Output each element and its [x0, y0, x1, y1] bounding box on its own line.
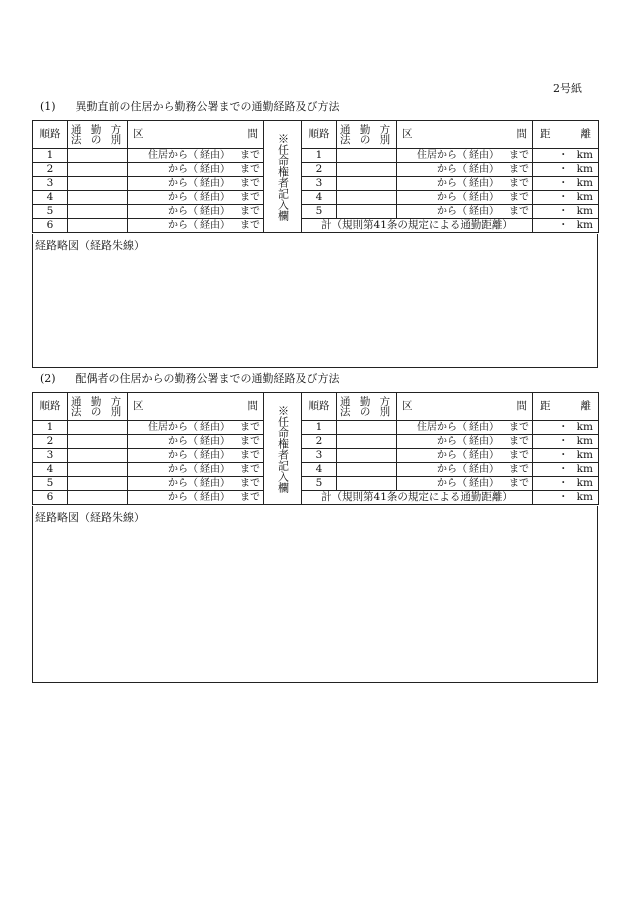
left-segment — [131, 205, 260, 218]
table-row — [33, 149, 599, 163]
via-label: 経由） — [200, 192, 230, 203]
order-header: 順路 — [33, 393, 68, 421]
left-method-cell[interactable] — [68, 463, 128, 477]
from-label: から（ — [168, 478, 198, 489]
table-row — [33, 435, 599, 449]
from-label: から（ — [168, 436, 198, 447]
form-id: 2号紙 — [553, 82, 582, 95]
route-table — [32, 392, 599, 505]
method-header — [68, 393, 128, 421]
distance-header — [533, 121, 599, 149]
section-header-right: 間 — [516, 128, 527, 140]
section-header — [397, 121, 533, 149]
until-label: まで — [240, 422, 260, 433]
left-order-cell: 4 — [33, 191, 68, 205]
left-order-cell: 3 — [33, 177, 68, 191]
distance-cell[interactable] — [533, 149, 599, 163]
via-label: 経由） — [200, 464, 230, 475]
left-order-cell: 6 — [33, 219, 68, 233]
via-label: 経由） — [469, 478, 499, 489]
from-label: から（ — [168, 450, 198, 461]
left-section-cell[interactable] — [128, 421, 264, 435]
km-unit: km — [576, 163, 593, 175]
right-method-cell[interactable] — [337, 435, 397, 449]
left-section-cell[interactable] — [128, 177, 264, 191]
via-label: 経由） — [469, 206, 499, 217]
distance-cell[interactable] — [533, 191, 599, 205]
left-segment — [131, 449, 260, 462]
from-label: から（ — [168, 192, 198, 203]
order-header: 順路 — [302, 121, 337, 149]
via-label: 経由） — [200, 450, 230, 461]
km-unit: km — [576, 463, 593, 475]
right-method-cell[interactable] — [337, 449, 397, 463]
section-header — [128, 121, 264, 149]
via-label: 経由） — [469, 450, 499, 461]
method-header-line2: 法 の 別 — [340, 133, 394, 146]
section-header — [397, 393, 533, 421]
appointer-note-cell — [264, 121, 302, 233]
appointer-note-cell — [264, 393, 302, 505]
section-title-text: 配偶者の住居からの勤務公署までの通勤経路及び方法 — [75, 372, 340, 385]
right-section-cell[interactable] — [397, 205, 533, 219]
via-label: 経由） — [200, 436, 230, 447]
right-segment — [400, 463, 529, 476]
until-label: まで — [509, 464, 529, 475]
via-label: 経由） — [469, 192, 499, 203]
left-order-cell: 2 — [33, 435, 68, 449]
from-label: から（ — [168, 164, 198, 175]
left-section-cell[interactable] — [128, 491, 264, 505]
until-label: まで — [509, 436, 529, 447]
distance-header-left: 距 — [540, 400, 551, 412]
method-header-line2: 法 の 別 — [71, 133, 125, 146]
table-header-row — [33, 121, 599, 149]
km-unit: km — [576, 477, 593, 489]
from-label: から（ — [437, 478, 467, 489]
until-label: まで — [240, 464, 260, 475]
from-label: から（ — [168, 464, 198, 475]
appointer-note: ※任命権者記入欄 — [276, 404, 290, 493]
distance-cell[interactable] — [533, 449, 599, 463]
distance-cell[interactable] — [533, 491, 599, 505]
from-label: 住居から（ — [417, 422, 467, 433]
until-label: まで — [240, 150, 260, 161]
section-header — [128, 393, 264, 421]
right-segment — [400, 149, 529, 162]
route-map-box[interactable] — [32, 506, 598, 683]
left-order-cell: 1 — [33, 149, 68, 163]
left-method-cell[interactable] — [68, 191, 128, 205]
table-row — [33, 449, 599, 463]
left-section-cell[interactable] — [128, 449, 264, 463]
right-section-cell[interactable] — [397, 177, 533, 191]
section-number: (1) — [40, 100, 56, 113]
decimal-dot: ・ — [558, 205, 569, 217]
until-label: まで — [240, 164, 260, 175]
table-row — [33, 191, 599, 205]
decimal-dot: ・ — [558, 463, 569, 475]
km-unit: km — [576, 491, 593, 503]
distance-header-left: 距 — [540, 128, 551, 140]
right-section-cell[interactable] — [397, 435, 533, 449]
decimal-dot: ・ — [558, 477, 569, 489]
route-map-label: 経路略図（経路朱線） — [35, 239, 145, 252]
left-segment — [131, 177, 260, 190]
km-unit: km — [576, 421, 593, 433]
km-unit: km — [576, 435, 593, 447]
table-row — [33, 477, 599, 491]
km-unit: km — [576, 219, 593, 231]
route-table — [32, 120, 599, 233]
distance-cell[interactable] — [533, 177, 599, 191]
method-header — [337, 121, 397, 149]
section-header-right: 間 — [247, 400, 258, 412]
until-label: まで — [509, 192, 529, 203]
decimal-dot: ・ — [558, 163, 569, 175]
left-method-cell[interactable] — [68, 219, 128, 233]
km-unit: km — [576, 149, 593, 161]
until-label: まで — [240, 478, 260, 489]
method-header-line1: 通 勤 方 — [340, 123, 394, 136]
via-label: 経由） — [469, 422, 499, 433]
left-order-cell: 6 — [33, 491, 68, 505]
from-label: から（ — [168, 220, 198, 231]
via-label: 経由） — [469, 464, 499, 475]
left-method-cell[interactable] — [68, 421, 128, 435]
until-label: まで — [240, 492, 260, 503]
via-label: 経由） — [469, 150, 499, 161]
km-unit: km — [576, 449, 593, 461]
right-method-cell[interactable] — [337, 163, 397, 177]
right-order-cell: 5 — [302, 477, 337, 491]
via-label: 経由） — [200, 220, 230, 231]
right-segment — [400, 435, 529, 448]
left-section-cell[interactable] — [128, 191, 264, 205]
distance-cell[interactable] — [533, 421, 599, 435]
left-segment — [131, 477, 260, 490]
right-segment — [400, 449, 529, 462]
left-section-cell[interactable] — [128, 435, 264, 449]
left-order-cell: 4 — [33, 463, 68, 477]
until-label: まで — [509, 206, 529, 217]
section-header-right: 間 — [516, 400, 527, 412]
decimal-dot: ・ — [558, 491, 569, 503]
from-label: 住居から（ — [417, 150, 467, 161]
method-header-line2: 法 の 別 — [340, 405, 394, 418]
method-header-line2: 法 の 別 — [71, 405, 125, 418]
section-header-right: 間 — [247, 128, 258, 140]
route-map-box[interactable] — [32, 234, 598, 368]
left-segment — [131, 491, 260, 504]
distance-cell[interactable] — [533, 205, 599, 219]
from-label: 住居から（ — [148, 150, 198, 161]
via-label: 経由） — [200, 206, 230, 217]
right-section-cell[interactable] — [397, 449, 533, 463]
right-method-cell[interactable] — [337, 149, 397, 163]
right-segment — [400, 191, 529, 204]
appointer-note: ※任命権者記入欄 — [276, 132, 290, 221]
right-order-cell: 3 — [302, 449, 337, 463]
left-section-cell[interactable] — [128, 163, 264, 177]
km-unit: km — [576, 205, 593, 217]
section-number: (2) — [40, 372, 56, 385]
method-header-line1: 通 勤 方 — [71, 123, 125, 136]
until-label: まで — [240, 192, 260, 203]
right-section-cell[interactable] — [397, 163, 533, 177]
from-label: から（ — [168, 178, 198, 189]
order-header: 順路 — [302, 393, 337, 421]
left-order-cell: 5 — [33, 205, 68, 219]
section-header-left: 区 — [133, 128, 144, 140]
km-unit: km — [576, 191, 593, 203]
right-order-cell: 4 — [302, 191, 337, 205]
left-section-cell[interactable] — [128, 219, 264, 233]
left-order-cell: 2 — [33, 163, 68, 177]
right-method-cell[interactable] — [337, 421, 397, 435]
from-label: から（ — [437, 178, 467, 189]
from-label: から（ — [437, 464, 467, 475]
left-section-cell[interactable] — [128, 149, 264, 163]
table-header-row — [33, 393, 599, 421]
right-section-cell[interactable] — [397, 149, 533, 163]
until-label: まで — [240, 178, 260, 189]
from-label: から（ — [437, 164, 467, 175]
left-section-cell[interactable] — [128, 205, 264, 219]
right-order-cell: 3 — [302, 177, 337, 191]
right-method-cell[interactable] — [337, 205, 397, 219]
left-segment — [131, 149, 260, 162]
left-order-cell: 1 — [33, 421, 68, 435]
right-order-cell: 4 — [302, 463, 337, 477]
right-section-cell[interactable] — [397, 477, 533, 491]
table-row — [33, 163, 599, 177]
until-label: まで — [509, 478, 529, 489]
km-unit: km — [576, 177, 593, 189]
section-title — [40, 370, 340, 386]
left-method-cell[interactable] — [68, 477, 128, 491]
from-label: から（ — [168, 492, 198, 503]
via-label: 経由） — [200, 164, 230, 175]
via-label: 経由） — [200, 492, 230, 503]
decimal-dot: ・ — [558, 449, 569, 461]
right-method-cell[interactable] — [337, 477, 397, 491]
until-label: まで — [240, 436, 260, 447]
right-segment — [400, 177, 529, 190]
method-header-line1: 通 勤 方 — [340, 395, 394, 408]
distance-cell[interactable] — [533, 435, 599, 449]
via-label: 経由） — [200, 422, 230, 433]
via-label: 経由） — [200, 178, 230, 189]
right-segment — [400, 477, 529, 490]
table-row — [33, 421, 599, 435]
right-method-cell[interactable] — [337, 177, 397, 191]
until-label: まで — [240, 206, 260, 217]
total-label: 計（規則第41条の規定による通勤距離） — [302, 491, 533, 505]
right-method-cell[interactable] — [337, 191, 397, 205]
from-label: から（ — [437, 206, 467, 217]
until-label: まで — [240, 450, 260, 461]
decimal-dot: ・ — [558, 149, 569, 161]
table-row — [33, 177, 599, 191]
until-label: まで — [509, 164, 529, 175]
method-header-line1: 通 勤 方 — [71, 395, 125, 408]
until-label: まで — [509, 450, 529, 461]
distance-header-right: 離 — [580, 400, 591, 412]
decimal-dot: ・ — [558, 177, 569, 189]
left-method-cell[interactable] — [68, 205, 128, 219]
decimal-dot: ・ — [558, 421, 569, 433]
distance-header — [533, 393, 599, 421]
until-label: まで — [509, 178, 529, 189]
route-map-label: 経路略図（経路朱線） — [35, 511, 145, 524]
from-label: 住居から（ — [148, 422, 198, 433]
right-segment — [400, 205, 529, 218]
until-label: まで — [240, 220, 260, 231]
from-label: から（ — [168, 206, 198, 217]
left-section-cell[interactable] — [128, 463, 264, 477]
via-label: 経由） — [469, 178, 499, 189]
right-section-cell[interactable] — [397, 421, 533, 435]
section-header-left: 区 — [402, 128, 413, 140]
left-segment — [131, 219, 260, 232]
left-order-cell: 3 — [33, 449, 68, 463]
table-row — [33, 205, 599, 219]
section-header-left: 区 — [133, 400, 144, 412]
via-label: 経由） — [469, 436, 499, 447]
left-segment — [131, 421, 260, 434]
via-label: 経由） — [200, 478, 230, 489]
left-method-cell[interactable] — [68, 449, 128, 463]
table-row — [33, 219, 599, 233]
right-order-cell: 1 — [302, 421, 337, 435]
distance-header-right: 離 — [580, 128, 591, 140]
from-label: から（ — [437, 450, 467, 461]
decimal-dot: ・ — [558, 191, 569, 203]
distance-cell[interactable] — [533, 219, 599, 233]
until-label: まで — [509, 422, 529, 433]
order-header: 順路 — [33, 121, 68, 149]
right-section-cell[interactable] — [397, 191, 533, 205]
left-section-cell[interactable] — [128, 477, 264, 491]
left-method-cell[interactable] — [68, 149, 128, 163]
left-segment — [131, 463, 260, 476]
decimal-dot: ・ — [558, 435, 569, 447]
right-order-cell: 5 — [302, 205, 337, 219]
right-order-cell: 2 — [302, 435, 337, 449]
left-segment — [131, 191, 260, 204]
from-label: から（ — [437, 192, 467, 203]
distance-cell[interactable] — [533, 163, 599, 177]
right-order-cell: 1 — [302, 149, 337, 163]
decimal-dot: ・ — [558, 219, 569, 231]
method-header — [337, 393, 397, 421]
distance-cell[interactable] — [533, 463, 599, 477]
from-label: から（ — [437, 436, 467, 447]
left-order-cell: 5 — [33, 477, 68, 491]
section-title — [40, 98, 340, 114]
right-order-cell: 2 — [302, 163, 337, 177]
left-method-cell[interactable] — [68, 177, 128, 191]
left-method-cell[interactable] — [68, 435, 128, 449]
distance-cell[interactable] — [533, 477, 599, 491]
via-label: 経由） — [200, 150, 230, 161]
left-segment — [131, 163, 260, 176]
right-method-cell[interactable] — [337, 463, 397, 477]
left-method-cell[interactable] — [68, 491, 128, 505]
via-label: 経由） — [469, 164, 499, 175]
right-section-cell[interactable] — [397, 463, 533, 477]
total-label: 計（規則第41条の規定による通勤距離） — [302, 219, 533, 233]
left-method-cell[interactable] — [68, 163, 128, 177]
table-row — [33, 463, 599, 477]
section-title-text: 異動直前の住居から勤務公署までの通勤経路及び方法 — [75, 100, 340, 113]
table-row — [33, 491, 599, 505]
left-segment — [131, 435, 260, 448]
method-header — [68, 121, 128, 149]
section-header-left: 区 — [402, 400, 413, 412]
until-label: まで — [509, 150, 529, 161]
right-segment — [400, 421, 529, 434]
right-segment — [400, 163, 529, 176]
